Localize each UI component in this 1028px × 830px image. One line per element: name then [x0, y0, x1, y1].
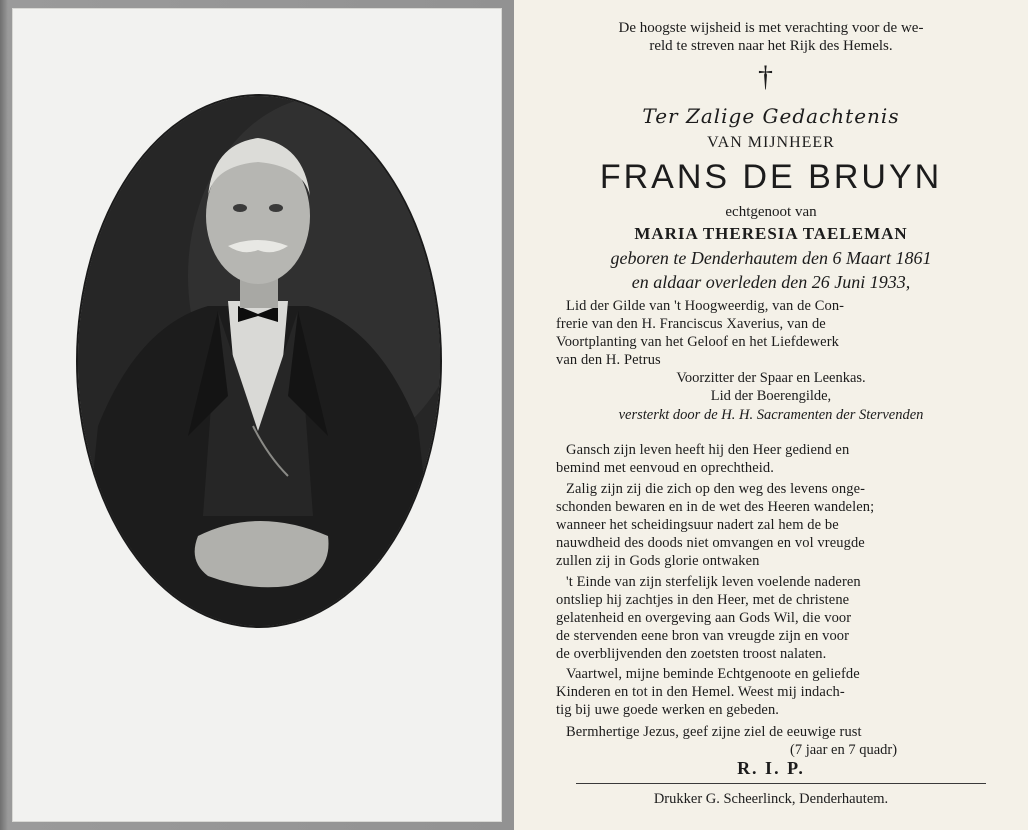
spouse-name: MARIA THERESIA TAELEMAN — [634, 224, 908, 243]
paragraph3-line-4: de stervenden eene bron van vreugde zijn en voor — [556, 628, 850, 644]
paragraph3-line-1: 't Einde van zijn sterfelijk leven voelende naderen — [566, 574, 861, 590]
deceased-name: FRANS DE BRUYN — [599, 158, 943, 196]
membership-line-4: van den H. Petrus — [556, 352, 661, 368]
motto-line-2: reld te streven naar het Rijk des Hemels. — [649, 38, 893, 54]
membership-line-3: Voortplanting van het Geloof en het Liefdewerk — [556, 334, 839, 350]
sacraments-line: versterkt door de H. H. Sacramenten der Stervenden — [618, 407, 924, 423]
indulgence-line: (7 jaar en 7 quadr) — [790, 742, 898, 758]
heading: Ter Zalige Gedachtenis — [642, 104, 900, 128]
memorial-card-text — [514, 0, 1028, 830]
paragraph2-line-4: nauwdheid des doods niet omvangen en vol vreugde — [556, 535, 865, 551]
paragraph1-line-2: bemind met eenvoud en oprechtheid. — [556, 460, 775, 476]
rip-line: R. I. P. — [737, 758, 805, 778]
paragraph3-line-2: ontsliep hij zachtjes in den Heer, met de christene — [556, 592, 850, 608]
title-line: VAN MIJNHEER — [707, 134, 835, 151]
birth-line: geboren te Denderhautem den 6 Maart 1861 — [610, 248, 932, 268]
motto-line-1: De hoogste wijsheid is met verachting voor de we- — [618, 20, 924, 36]
paragraph2-line-2: schonden bewaren en in de wet des Heeren wandelen; — [556, 499, 875, 515]
membership-line-2: frerie van den H. Franciscus Xaverius, van de — [556, 316, 826, 332]
portrait-oval — [78, 96, 440, 626]
paragraph2-line-3: wanneer het scheidingsuur nadert zal hem de be — [556, 517, 839, 533]
death-line: en aldaar overleden den 26 Juni 1933, — [631, 272, 911, 292]
spouse-prefix: echtgenoot van — [725, 204, 817, 220]
divider — [576, 783, 986, 784]
prayer-line: Bermhertige Jezus, geef zijne ziel de eeuwige rust — [566, 724, 862, 740]
membership-line-6: Lid der Boerengilde, — [710, 388, 832, 404]
paragraph4-line-2: Kinderen en tot in den Hemel. Weest mij indach- — [556, 684, 845, 700]
photo-card — [12, 8, 502, 822]
paragraph4-line-1: Vaartwel, mijne beminde Echtgenoote en geliefde — [566, 666, 860, 682]
membership-line-5: Voorzitter der Spaar en Leenkas. — [676, 370, 866, 386]
paragraph2-line-5: zullen zij in Gods glorie ontwaken — [556, 553, 760, 569]
paragraph3-line-5: de overblijvenden den zoetsten troost nalaten. — [556, 646, 827, 662]
portrait-photo — [78, 96, 440, 626]
paragraph1-line-1: Gansch zijn leven heeft hij den Heer gediend en — [566, 442, 850, 458]
paragraph4-line-3: tig bij uwe goede werken en gebeden. — [556, 702, 780, 718]
paragraph2-line-1: Zalig zijn zij die zich op den weg des levens onge- — [566, 481, 866, 497]
membership-line-1: Lid der Gilde van 't Hoogweerdig, van de Con- — [566, 298, 845, 314]
cross-icon: † — [758, 60, 773, 93]
printer-line: Drukker G. Scheerlinck, Denderhautem. — [653, 791, 889, 807]
paragraph3-line-3: gelatenheid en overgeving aan Gods Wil, die voor — [556, 610, 852, 626]
